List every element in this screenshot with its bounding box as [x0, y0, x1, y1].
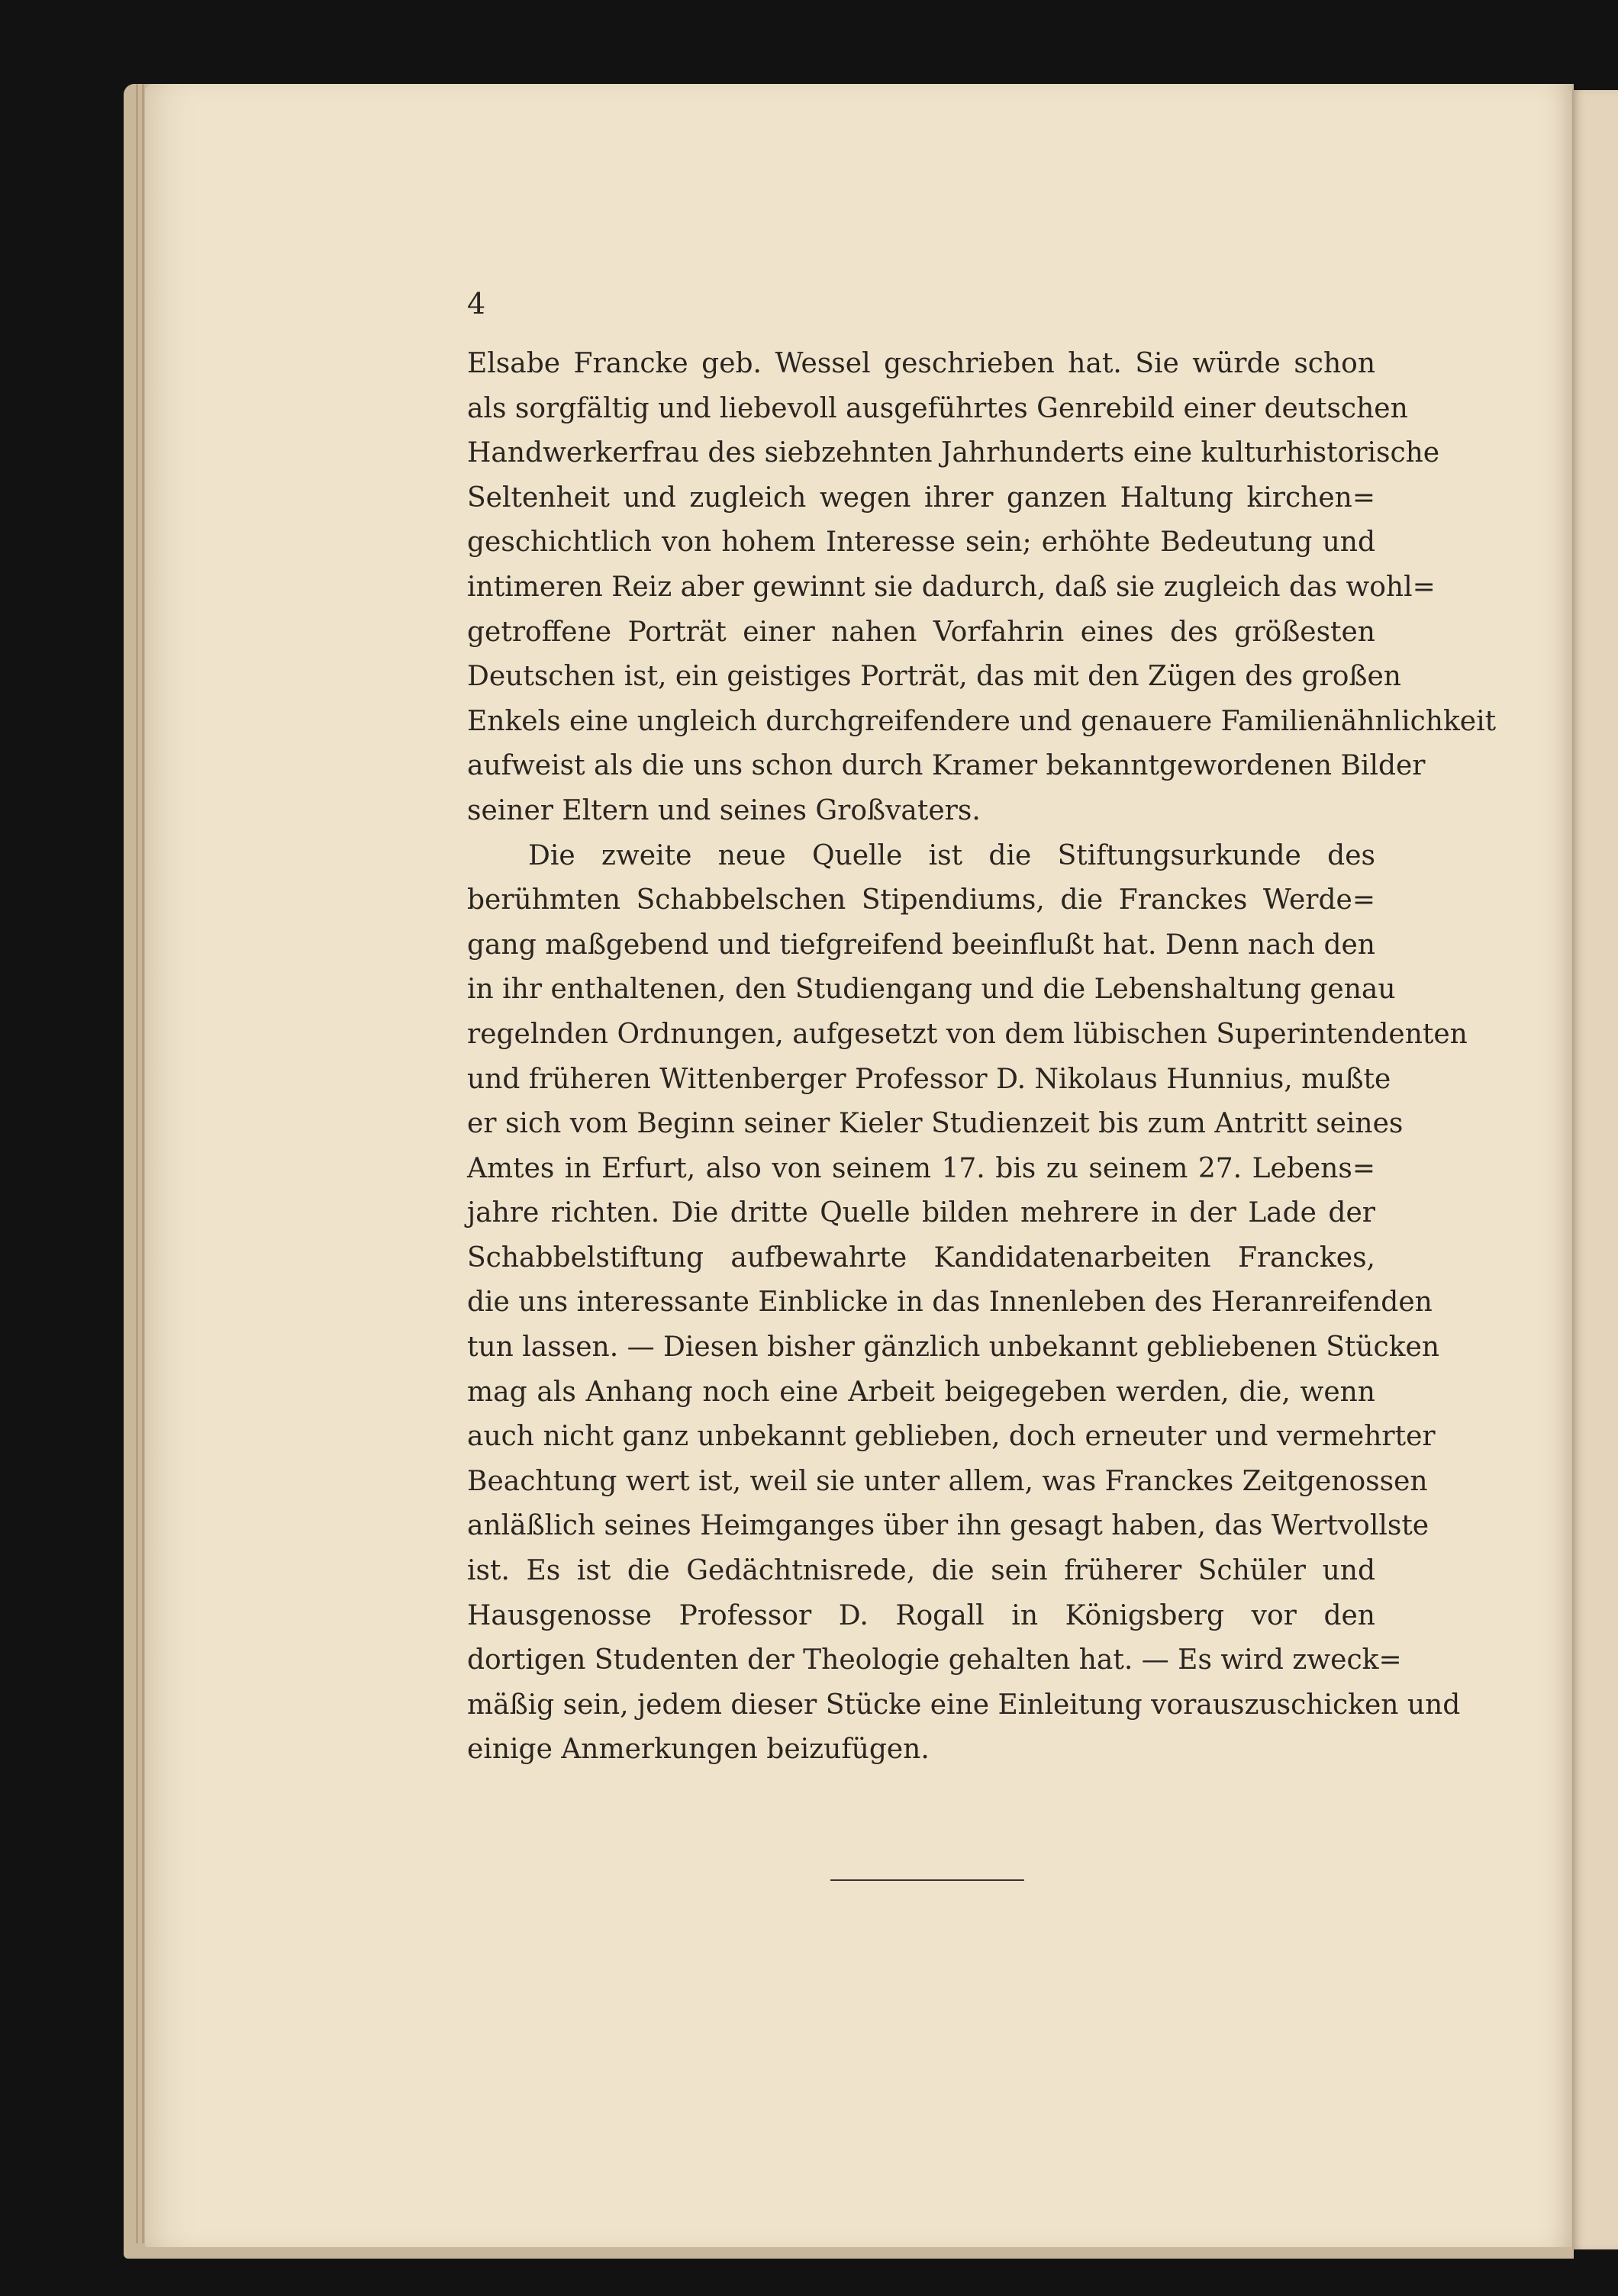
text-line: jahre richten. Die dritte Quelle bilden mehrere in der Lade der: [467, 1197, 1375, 1229]
text-line: Elsabe Francke geb. Wessel geschrieben hat. Sie würde schon: [467, 348, 1375, 379]
text-line: berühmten Schabbelschen Stipendiums, die Franckes Werde=: [467, 884, 1375, 916]
text-line: ist. Es ist die Gedächtnisrede, die sein früherer Schüler und: [467, 1555, 1375, 1587]
text-line: gang maßgebend und tiefgreifend beeinflußt hat. Denn nach den: [467, 929, 1375, 961]
text-line: Deutschen ist, ein geistiges Porträt, das mit den Zügen des großen: [467, 661, 1401, 693]
text-line: Schabbelstiftung aufbewahrte Kandidatenarbeiten Franckes,: [467, 1241, 1375, 1274]
text-line: mag als Anhang noch eine Arbeit beigegeben werden, die, wenn: [467, 1376, 1375, 1408]
text-line: Die zweite neue Quelle ist die Stiftungsurkunde des: [528, 839, 1375, 871]
text-line: Enkels eine ungleich durchgreifendere und genauere Familienähnlichkeit: [467, 705, 1497, 737]
text-line: intimeren Reiz aber gewinnt sie dadurch, daß sie zugleich das wohl=: [467, 571, 1436, 603]
facing-page-edge: [1572, 90, 1618, 2249]
page-edge-line: [136, 84, 138, 2243]
text-line: regelnden Ordnungen, aufgesetzt von dem lübischen Superintendenten: [467, 1018, 1468, 1050]
text-line: er sich vom Beginn seiner Kieler Studienzeit bis zum Antritt seines: [467, 1108, 1404, 1140]
section-separator-rule: [830, 1879, 1024, 1881]
text-line: geschichtlich von hohem Interesse sein; erhöhte Bedeutung und: [467, 527, 1375, 559]
text-line: Hausgenosse Professor D. Rogall in Königsberg vor den: [467, 1599, 1375, 1631]
text-line: Beachtung wert ist, weil sie unter allem, was Franckes Zeitgenossen: [467, 1465, 1428, 1497]
page-number: 4: [467, 287, 486, 320]
text-line: tun lassen. — Diesen bisher gänzlich unbekannt gebliebenen Stücken: [467, 1332, 1440, 1364]
text-line: anläßlich seines Heimganges über ihn gesagt haben, das Wertvollste: [467, 1510, 1429, 1542]
page-edge-line: [142, 84, 144, 2243]
text-line: Handwerkerfrau des siebzehnten Jahrhunderts eine kulturhistorische: [467, 437, 1440, 469]
body-text: [467, 342, 1497, 1773]
text-line: Amtes in Erfurt, also von seinem 17. bis zu seinem 27. Lebens=: [467, 1152, 1375, 1184]
text-line: auch nicht ganz unbekannt geblieben, doch erneuter und vermehrter: [467, 1421, 1436, 1453]
text-line: aufweist als die uns schon durch Kramer bekanntgewordenen Bilder: [467, 750, 1426, 782]
text-line: als sorgfältig und liebevoll ausgeführtes Genrebild einer deutschen: [467, 392, 1408, 424]
text-line: Seltenheit und zugleich wegen ihrer ganzen Haltung kirchen=: [467, 481, 1375, 514]
text-line: getroffene Porträt einer nahen Vorfahrin eines des größesten: [467, 616, 1375, 648]
text-line: in ihr enthaltenen, den Studiengang und die Lebenshaltung genau: [467, 974, 1396, 1006]
text-line: und früheren Wittenberger Professor D. Nikolaus Hunnius, mußte: [467, 1063, 1391, 1095]
text-line: mäßig sein, jedem dieser Stücke eine Einleitung vorauszuschicken und: [467, 1689, 1461, 1721]
text-line: einige Anmerkungen beizufügen.: [467, 1734, 930, 1766]
text-line: die uns interessante Einblicke in das Innenleben des Heranreifenden: [467, 1286, 1433, 1319]
text-line: seiner Eltern und seines Großvaters.: [467, 794, 981, 826]
text-line: dortigen Studenten der Theologie gehalten hat. — Es wird zweck=: [467, 1644, 1402, 1676]
